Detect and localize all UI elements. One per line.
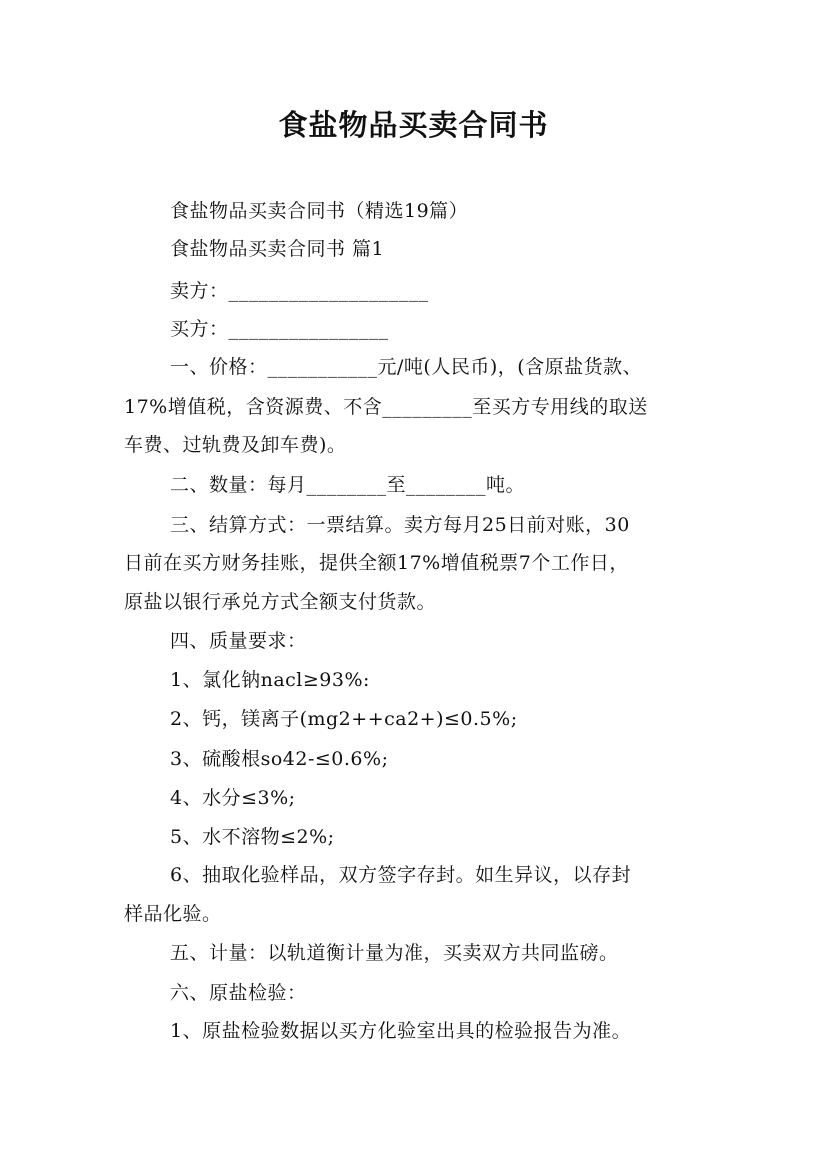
subtitle-line: 食盐物品买卖合同书（精选19篇）	[170, 200, 469, 222]
inspection-heading: 六、原盐检验：	[170, 982, 307, 1004]
price-clause-line-2: 17%增值税，含资源费、不含_________至买方专用线的取送	[124, 396, 648, 418]
quality-item-4: 4、水分≤3%;	[170, 787, 296, 809]
inspection-item-1: 1、原盐检验数据以买方化验室出具的检验报告为准。	[170, 1020, 632, 1042]
quality-item-5: 5、水不溶物≤2%;	[170, 826, 335, 848]
quality-heading: 四、质量要求：	[170, 630, 307, 652]
section-heading: 食盐物品买卖合同书 篇1	[170, 238, 385, 260]
quality-item-6-line-1: 6、抽取化验样品，双方签字存封。如生异议，以存封	[170, 864, 632, 886]
settlement-clause-line-2: 日前在买方财务挂账，提供全额17%增值税票7个工作日，	[124, 552, 629, 574]
buyer-field: 买方：________________	[170, 318, 389, 340]
measurement-clause: 五、计量：以轨道衡计量为准，买卖双方共同监磅。	[170, 942, 619, 964]
quality-item-6-line-2: 样品化验。	[124, 903, 222, 925]
quality-item-2: 2、钙，镁离子(mg2++ca2+)≤0.5%;	[170, 708, 518, 730]
seller-field: 卖方：____________________	[170, 280, 429, 302]
quantity-clause: 二、数量：每月________至________吨。	[170, 474, 526, 496]
settlement-clause-line-1: 三、结算方式：一票结算。卖方每月25日前对账，30	[170, 514, 630, 536]
document-title: 食盐物品买卖合同书	[278, 108, 549, 142]
price-clause-line-3: 车费、过轨费及卸车费)。	[124, 434, 347, 456]
quality-item-1: 1、氯化钠nacl≥93%:	[170, 669, 370, 691]
settlement-clause-line-3: 原盐以银行承兑方式全额支付货款。	[124, 591, 437, 613]
quality-item-3: 3、硫酸根so42-≤0.6%;	[170, 748, 389, 770]
price-clause-line-1: 一、价格：___________元/吨(人民币)，(含原盐货款、	[170, 356, 643, 378]
